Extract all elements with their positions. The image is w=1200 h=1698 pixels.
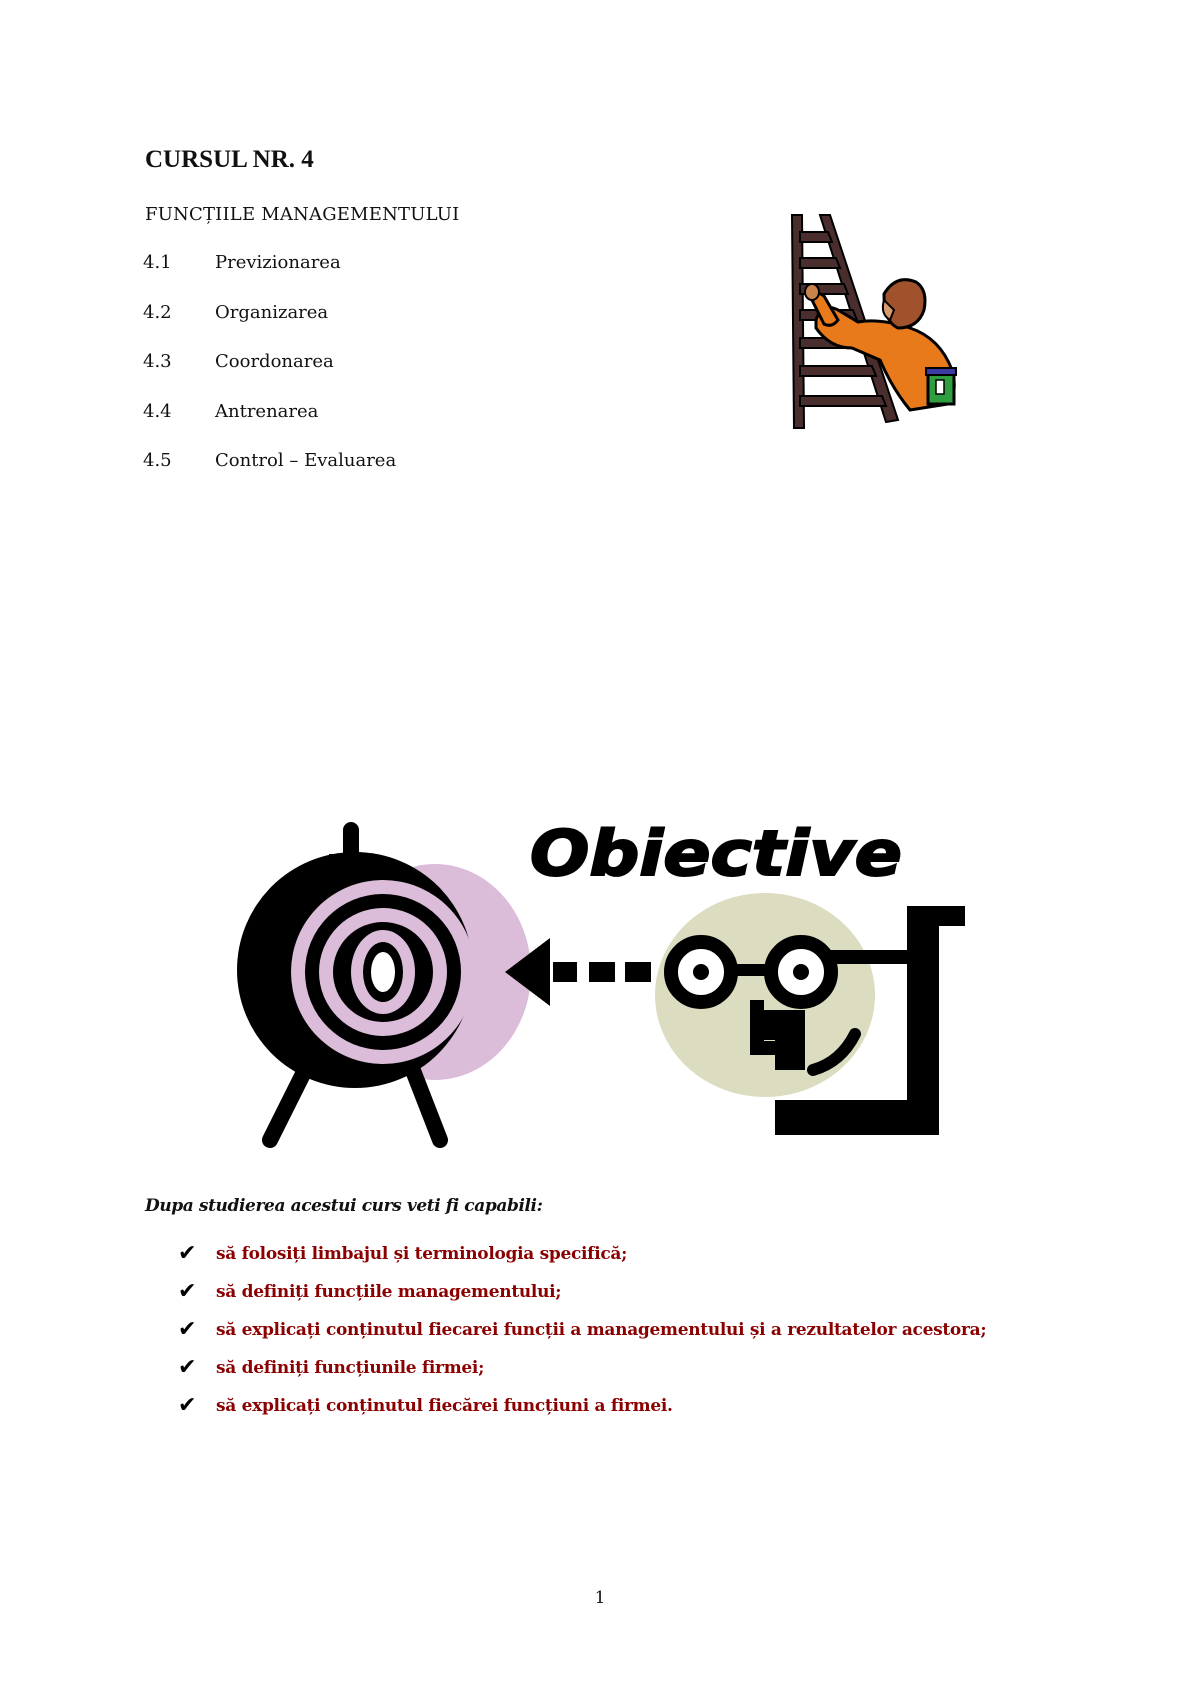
checkmark-icon: ✔ — [178, 1355, 197, 1380]
checkmark-icon: ✔ — [178, 1241, 197, 1266]
objective-text: să explicați conținutul fiecărei funcțiuni a firmei. — [216, 1396, 673, 1416]
outline-number: 4.3 — [143, 351, 172, 372]
objective-item — [178, 1355, 986, 1396]
objective-word-art — [530, 815, 920, 895]
objective-text: să definiți funcțiunile firmei; — [216, 1358, 485, 1378]
outline-item — [143, 351, 396, 401]
objective-text: să folosiți limbajul și terminologia specifică; — [216, 1244, 628, 1264]
outline-label: Control – Evaluarea — [215, 450, 397, 471]
outline-label: Previzionarea — [215, 252, 341, 273]
checkmark-icon: ✔ — [178, 1317, 197, 1342]
outline-item — [143, 252, 396, 302]
checkmark-icon: ✔ — [178, 1393, 197, 1418]
objective-text: să explicați conținutul fiecarei funcții a managementului și a rezultatelor acestora; — [216, 1320, 987, 1340]
objectives-intro: Dupa studierea acestui curs veti fi capabili: — [145, 1196, 543, 1216]
objective-item — [178, 1393, 986, 1434]
outline-label: Organizarea — [215, 301, 329, 323]
chapter-outline — [143, 252, 396, 500]
objective-text: să definiți funcțiile managementului; — [216, 1282, 562, 1302]
outline-item — [143, 401, 396, 451]
outline-item — [143, 302, 396, 352]
outline-number: 4.2 — [143, 301, 172, 323]
chapter-title: FUNCȚIILE MANAGEMENTULUI — [145, 204, 460, 225]
objective-word: Obiective — [530, 817, 902, 890]
outline-number: 4.1 — [143, 252, 172, 273]
objectives-list — [178, 1241, 987, 1434]
outline-label: Coordonarea — [215, 351, 334, 372]
objective-item — [178, 1317, 987, 1358]
outline-label: Antrenarea — [215, 400, 319, 422]
outline-item — [143, 450, 396, 500]
objective-item — [178, 1241, 986, 1282]
objective-item — [178, 1279, 986, 1320]
checkmark-icon: ✔ — [178, 1279, 197, 1304]
outline-number: 4.5 — [143, 450, 172, 471]
course-title: CURSUL NR. 4 — [145, 146, 314, 173]
outline-number: 4.4 — [143, 400, 172, 422]
page-number: 1 — [594, 1588, 606, 1608]
ladder-climber-icon — [780, 210, 980, 435]
